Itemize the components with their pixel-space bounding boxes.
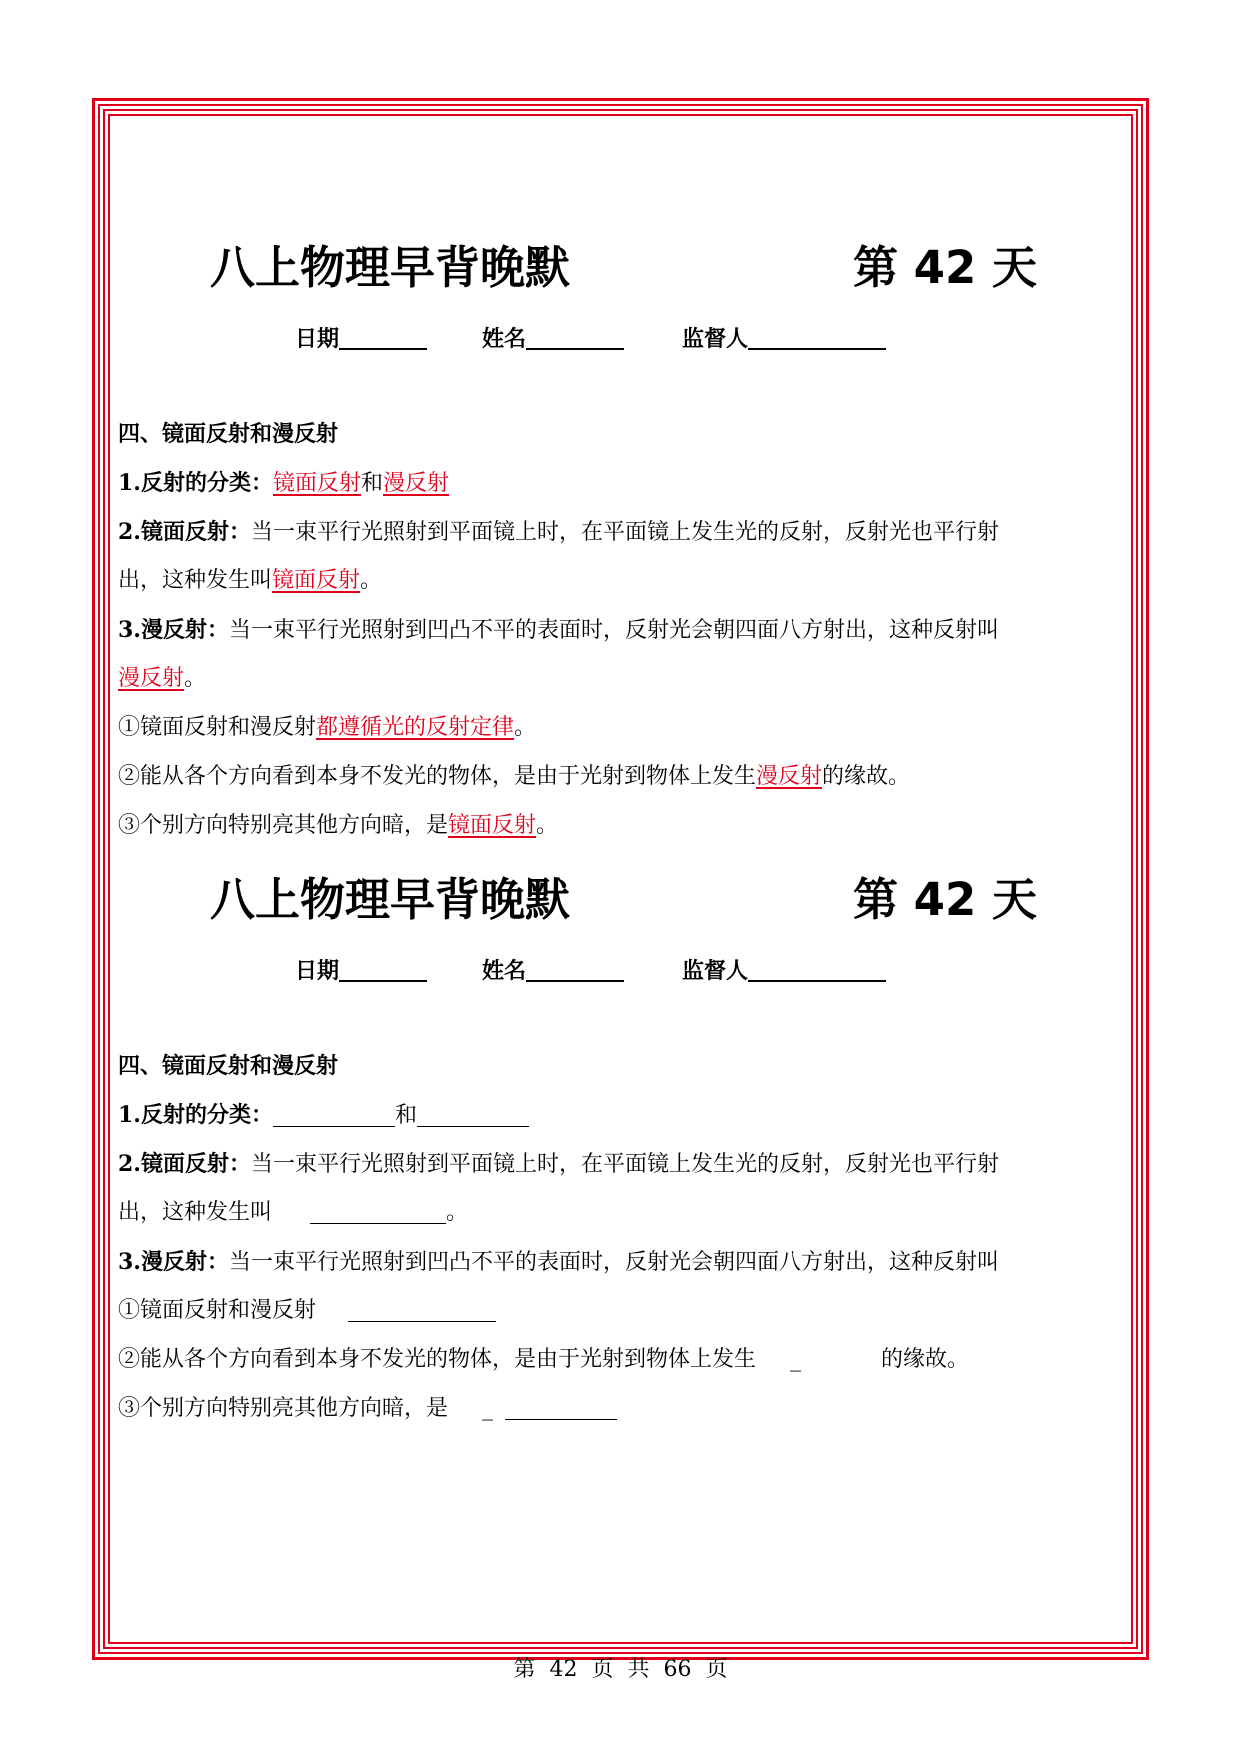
sheet2-blank-n1[interactable] [348,1295,496,1322]
page-footer: 第 42 页 共 66 页 [513,1657,728,1682]
sheet1-answer-n3: 镜面反射 [448,813,537,838]
sheet2-title: 八上物理早背晚默 [210,873,571,926]
sheet1-point-2: 2.镜面反射：当一束平行光照射到平面镜上时，在平面镜上发生光的反射，反射光也平行射 [118,519,999,545]
sheet1-answer-n1: 都遵循光的反射定律 [316,715,515,740]
sheet1-answer-p3: 漫反射 [118,666,185,691]
sheet2-supervisor-field: 监督人 [682,952,886,992]
sheet2-name-field: 姓名 [482,952,624,992]
sheet1-title: 八上物理早背晚默 [210,241,571,294]
sheet1-point-3: 3.漫反射：当一束平行光照射到凹凸不平的表面时，反射光会朝四面八方射出，这种反射叫 [118,617,999,643]
sheet2-note-2: ②能从各个方向看到本身不发光的物体，是由于光射到物体上发生 _ 的缘故。 [118,1347,970,1372]
sheet1-section-heading: 四、镜面反射和漫反射 [118,421,339,447]
sheet2-info-row [0,952,1241,992]
sheet1-answer-p2: 镜面反射 [272,568,361,593]
sheet1-point-3-cont: 漫反射。 [118,666,207,691]
sheet1-day-number: 第 42 天 [853,241,1037,294]
sheet2-blank-n3-mark: _ [482,1396,494,1421]
sheet2-blank-p2[interactable] [310,1197,446,1224]
sheet1-info-row [0,320,1241,360]
sheet2-day-number: 第 42 天 [853,873,1037,926]
sheet1-title-row [0,233,1241,303]
sheet1-answer-n2: 漫反射 [756,764,823,789]
sheet1-note-1: ①镜面反射和漫反射都遵循光的反射定律。 [118,715,537,740]
sheet1-point-2-cont: 出，这种发生叫镜面反射。 [118,568,383,593]
sheet1-answer-diffuse-reflection: 漫反射 [383,471,450,496]
sheet2-blank-p1b[interactable] [417,1100,529,1127]
sheet2-point-2-cont: 出，这种发生叫 。 [118,1189,1128,1237]
sheet1-name-field: 姓名 [482,320,624,360]
sheet2-point-3: 3.漫反射：当一束平行光照射到凹凸不平的表面时，反射光会朝四面八方射出，这种反射叫 [118,1249,999,1275]
sheet2-title-row [0,865,1241,935]
sheet1-note-3: ③个别方向特别亮其他方向暗，是镜面反射。 [118,813,559,838]
sheet1-supervisor-field: 监督人 [682,320,886,360]
sheet1-point-1: 1.反射的分类：镜面反射和漫反射 [118,470,450,496]
sheet2-note-3: ③个别方向特别亮其他方向暗，是 _ [118,1385,1128,1433]
sheet2-point-1: 1.反射的分类： 和 [118,1091,1128,1140]
sheet2-blank-n3[interactable] [505,1393,617,1420]
sheet1-answer-mirror-reflection: 镜面反射 [272,471,361,496]
sheet1-date-field: 日期 [295,320,427,360]
sheet2-note-1: ①镜面反射和漫反射 [118,1287,1128,1335]
sheet2-section-heading: 四、镜面反射和漫反射 [118,1053,339,1079]
sheet1-note-2: ②能从各个方向看到本身不发光的物体，是由于光射到物体上发生漫反射的缘故。 [118,764,911,789]
sheet2-date-field: 日期 [295,952,427,992]
sheet2-blank-p1a[interactable] [273,1100,395,1127]
sheet2-blank-n2[interactable]: _ [790,1347,802,1372]
sheet2-point-2: 2.镜面反射：当一束平行光照射到平面镜上时，在平面镜上发生光的反射，反射光也平行射 [118,1151,999,1177]
